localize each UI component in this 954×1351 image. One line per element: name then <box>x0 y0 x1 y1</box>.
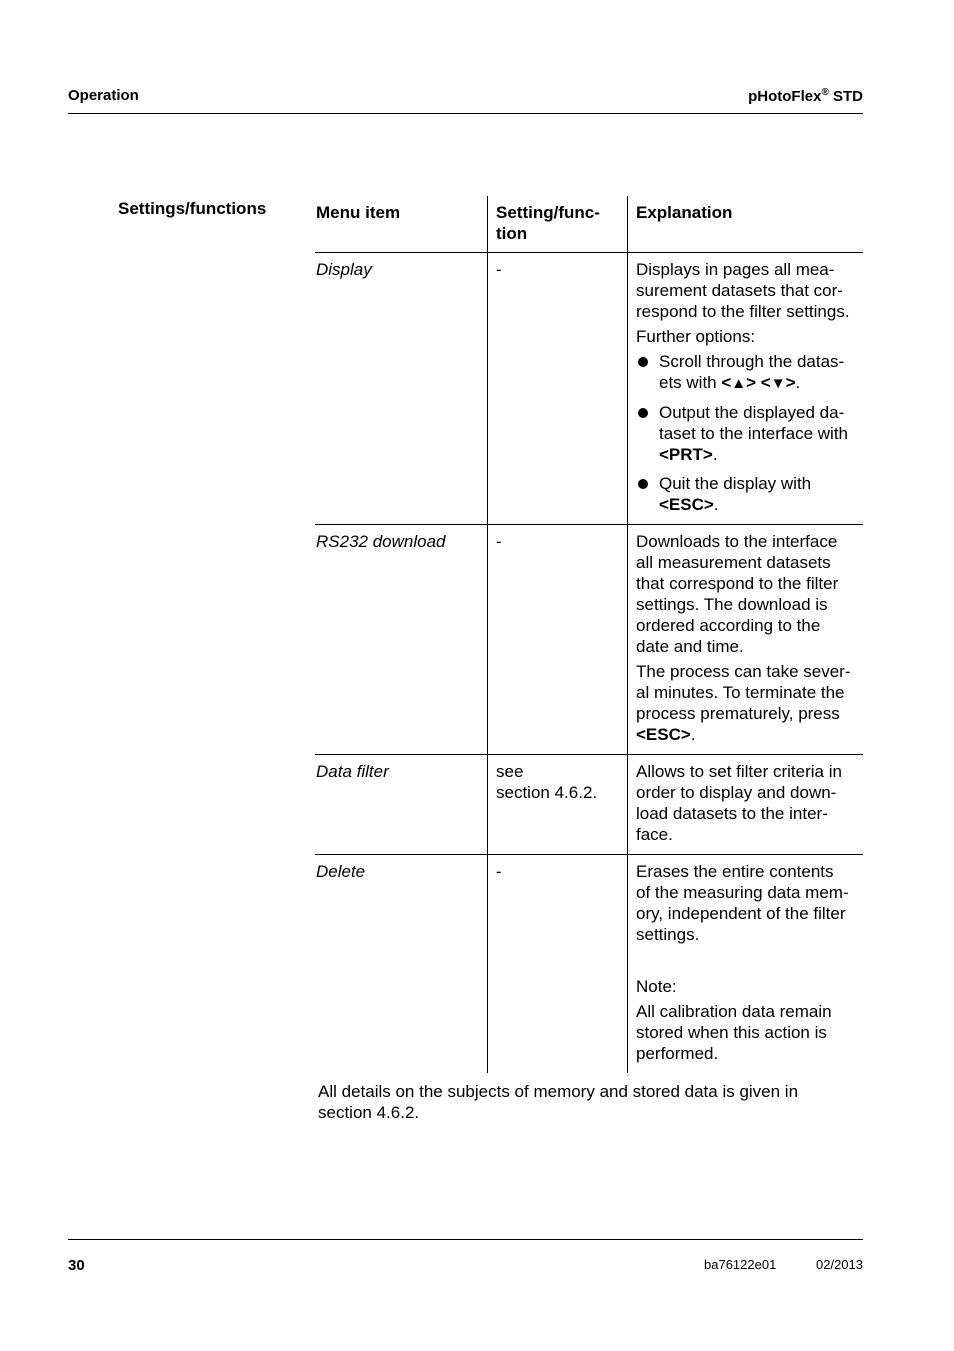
setting-display: - <box>488 253 628 525</box>
header-rule <box>68 113 863 114</box>
table-row-display <box>315 253 863 525</box>
running-header-section: Operation <box>68 87 139 104</box>
list-item: Scroll through the datas- ets with <▲> <▼>. <box>636 351 863 394</box>
table-row-data-filter <box>315 755 863 855</box>
bullet-icon <box>638 357 648 367</box>
esc-key: <ESC> <box>659 495 714 514</box>
table-row-rs232 <box>315 525 863 755</box>
explanation-text: Displays in pages all mea- surement datasets that cor- respond to the filter settings. <box>636 260 850 321</box>
options-list <box>636 351 863 515</box>
triangle-up-icon: ▲ <box>731 375 747 392</box>
explanation-text: Downloads to the interface all measurement datasets that correspond to the filter settings. The download is ordered according to the date and time. <box>636 532 839 656</box>
setting-data-filter: see section 4.6.2. <box>488 755 628 855</box>
prt-key: <PRT> <box>659 445 713 464</box>
document-id: ba76122e01 <box>704 1257 777 1272</box>
esc-key: <ESC> <box>636 725 691 744</box>
menu-item-display: Display <box>315 253 488 525</box>
document-date: 02/2013 <box>816 1257 863 1272</box>
setting-rs232: - <box>488 525 628 755</box>
note-label: Note: <box>636 977 677 996</box>
table-header-row <box>315 196 863 253</box>
bullet-icon <box>638 479 648 489</box>
closing-paragraph: All details on the subjects of memory and stored data is given in section 4.6.2. <box>318 1082 799 1122</box>
col-header-explanation: Explanation <box>628 196 864 253</box>
footer-rule <box>68 1239 863 1240</box>
product-model: STD <box>833 88 863 105</box>
explanation-display <box>628 253 864 525</box>
registered-mark: ® <box>821 87 829 98</box>
setting-delete: - <box>488 855 628 1074</box>
table-row-delete <box>315 855 863 1074</box>
col-header-setting: Setting/func- tion <box>488 196 628 253</box>
explanation-text: Erases the entire contents of the measuring data mem- ory, independent of the filter settings. <box>636 862 849 944</box>
product-name: pHotoFlex <box>748 88 822 105</box>
explanation-text-2: The process can take sever- al minutes. To terminate the process prematurely, press <ESC>. <box>636 662 851 744</box>
explanation-delete <box>628 855 864 1074</box>
menu-item-rs232: RS232 download <box>315 525 488 755</box>
bullet-icon <box>638 408 648 418</box>
running-header-product <box>748 87 863 105</box>
explanation-rs232 <box>628 525 864 755</box>
side-heading: Settings/functions <box>118 199 267 218</box>
menu-item-data-filter: Data filter <box>315 755 488 855</box>
further-options-label: Further options: <box>636 327 756 346</box>
menu-item-delete: Delete <box>316 862 366 881</box>
arrow-keys: <▲> <▼> <box>721 373 796 392</box>
note-text: All calibration data remain stored when this action is performed. <box>636 1002 832 1063</box>
col-header-menu-item: Menu item <box>315 196 488 253</box>
list-item: Output the displayed da- taset to the interface with <PRT>. <box>636 402 863 465</box>
settings-table <box>315 196 863 1073</box>
triangle-down-icon: ▼ <box>770 375 786 392</box>
list-item: Quit the display with <ESC>. <box>636 473 863 515</box>
explanation-data-filter: Allows to set filter criteria in order to display and down- load datasets to the inter- face. <box>628 755 864 855</box>
page-number: 30 <box>68 1257 85 1274</box>
